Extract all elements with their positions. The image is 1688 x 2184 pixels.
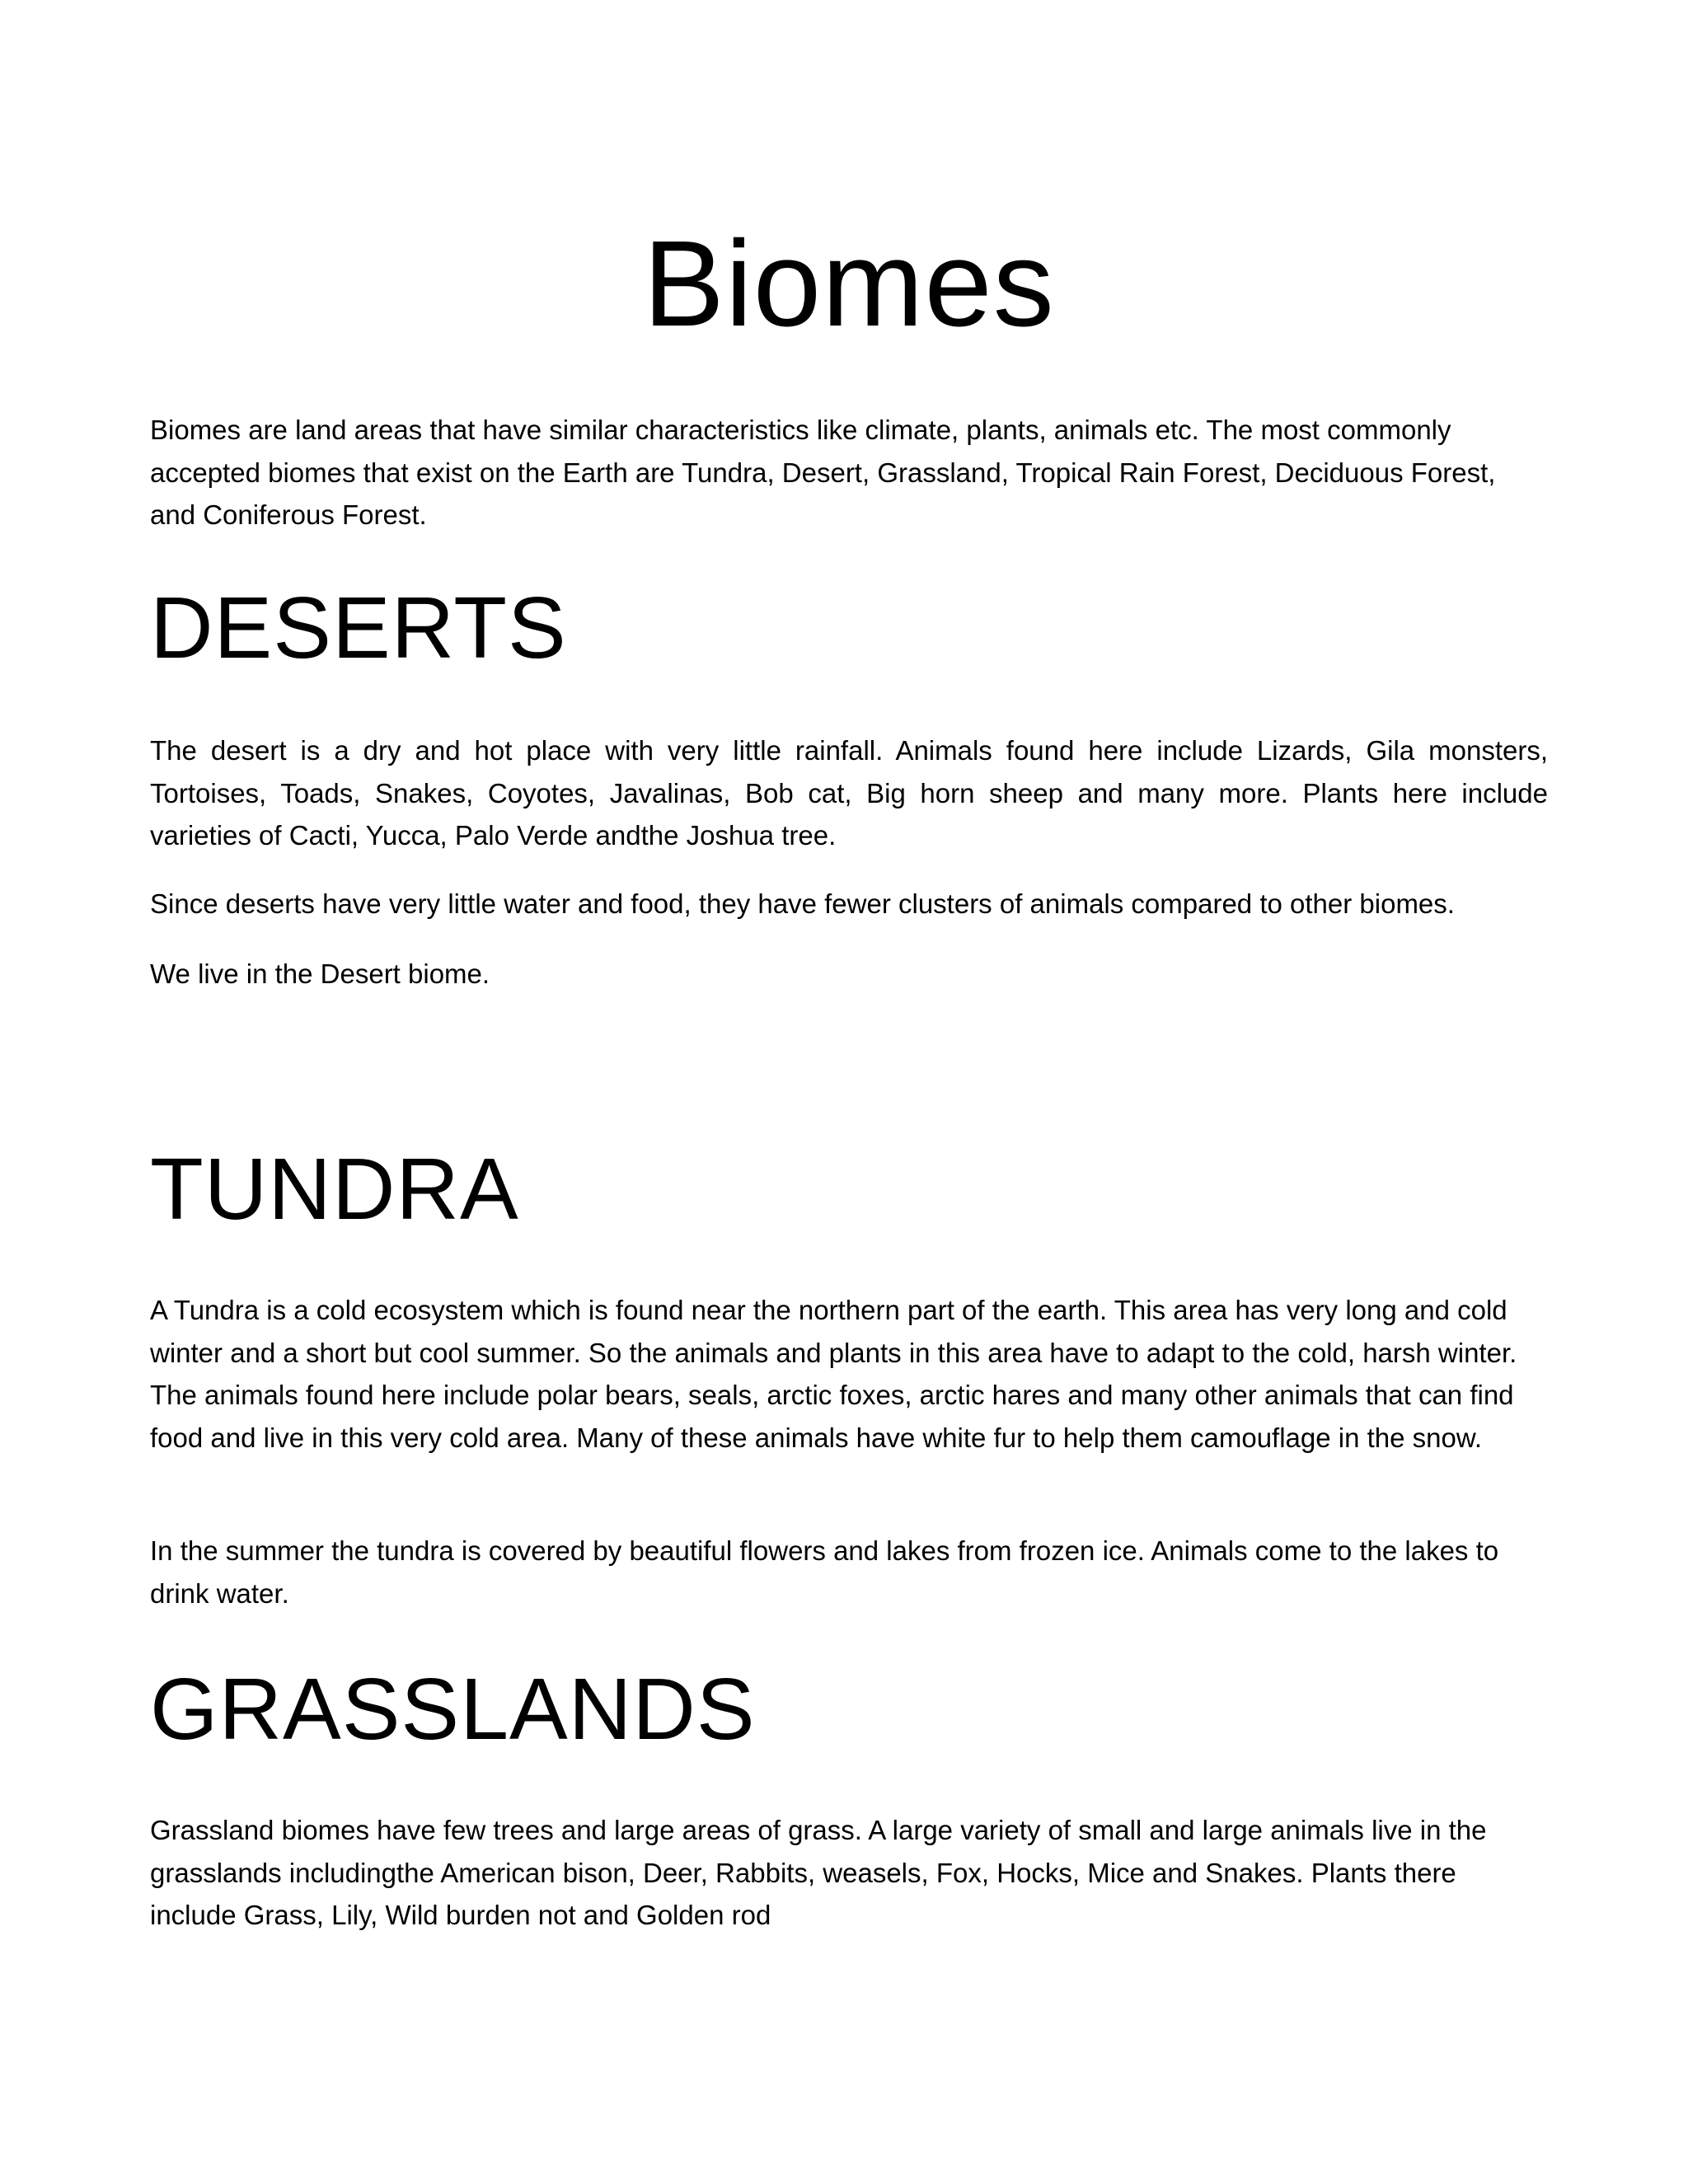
section-heading-tundra: TUNDRA <box>150 1141 519 1238</box>
grasslands-paragraph-1: Grassland biomes have few trees and large areas of grass. A large variety of small and large animals live in the grasslands includingthe American bison, Deer, Rabbits, weasels, Fox, Hocks, Mice and Snakes. Plants there include Grass, Lily, Wild burden not and Golden rod <box>150 1815 1487 1930</box>
deserts-paragraph-2: Since deserts have very little water and food, they have fewer clusters of animals compared to other biomes. <box>150 888 1455 919</box>
deserts-paragraph-3: We live in the Desert biome. <box>150 958 490 989</box>
tundra-paragraph-2: In the summer the tundra is covered by beautiful flowers and lakes from frozen ice. Animals come to the lakes to drink water. <box>150 1535 1499 1609</box>
section-heading-deserts: DESERTS <box>150 579 567 677</box>
section-heading-grasslands: GRASSLANDS <box>150 1661 756 1758</box>
deserts-paragraph-1: The desert is a dry and hot place with very little rainfall. Animals found here include Lizards, Gila monsters, Tortoises, Toads, Snakes, Coyotes, Javalinas, Bob cat, Big horn sheep and many more. Plants here include varieties of Cacti, Yucca, Palo Verde andthe Joshua tree. <box>150 735 1548 851</box>
document-title: Biomes <box>643 216 1055 352</box>
tundra-paragraph-1: A Tundra is a cold ecosystem which is found near the northern part of the earth. This area has very long and cold winter and a short but cool summer. So the animals and plants in this area have to adapt to the cold, harsh winter. The animals found here include polar bears, seals, arctic foxes, arctic hares and many other animals that can find food and live in this very cold area. Many of these animals have white fur to help them camouflage in the snow. <box>150 1295 1517 1453</box>
intro-paragraph: Biomes are land areas that have similar characteristics like climate, plants, animals etc. The most commonly accepted biomes that exist on the Earth are Tundra, Desert, Grassland, Tropical Rain Forest, Deciduous Forest, and Coniferous Forest. <box>150 415 1496 530</box>
